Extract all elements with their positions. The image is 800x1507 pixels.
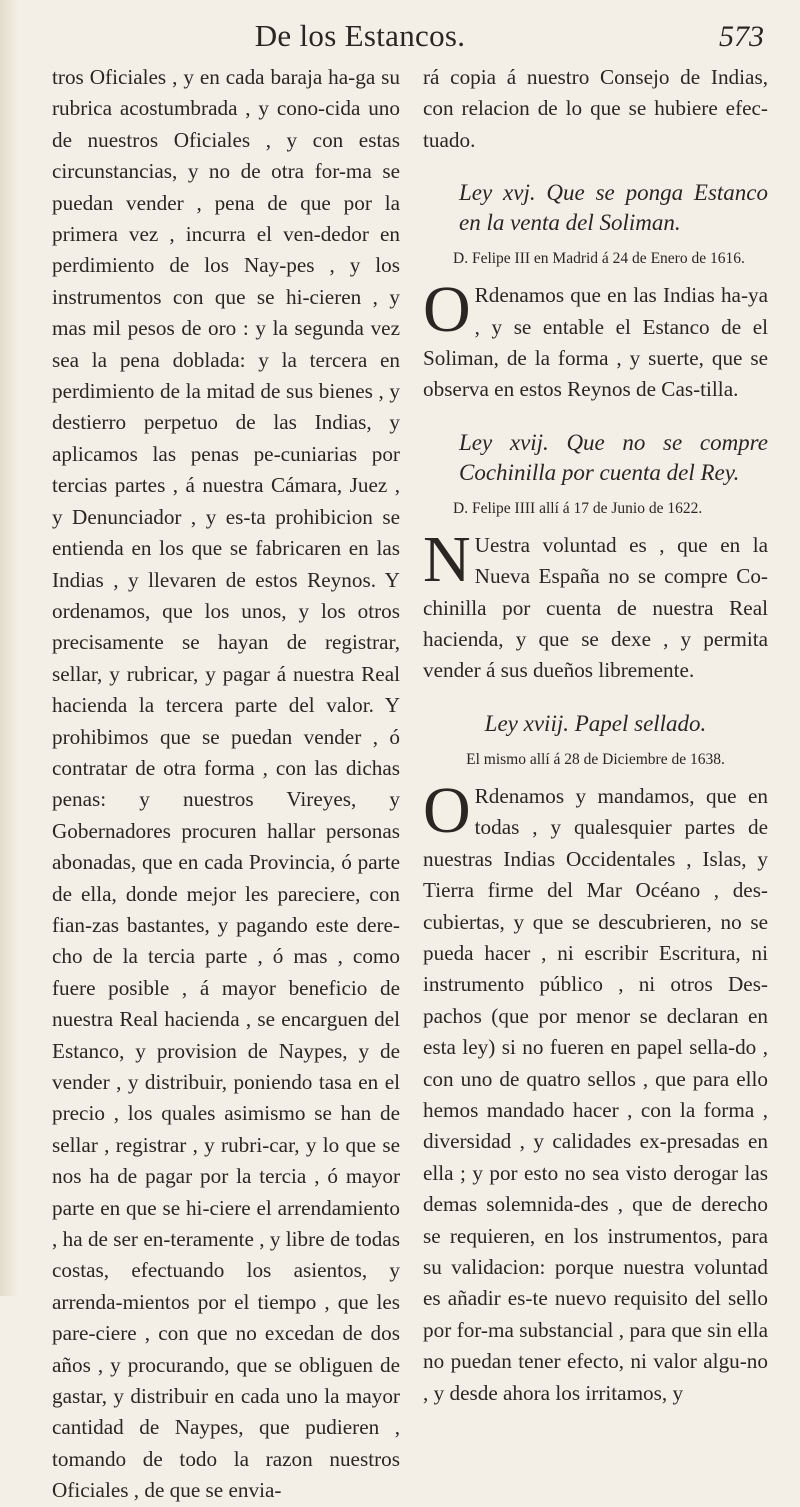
- decree-line-17: D. Felipe IIII allí á 17 de Junio de 1622.: [453, 499, 703, 517]
- law-body-text-18: Rdenamos y mandamos, que en todas , y qualesquier partes de nuestras Indias Occidentales , Islas, y Tierra firme del Mar Océano , des-cubiertas, y que se descubrieren, no se pueda hacer , ni escribir Escritura, ni instrumento público , ni otros Des-pachos (que por menor se declaran en esta ley) si no fueren en papel sella-do , con uno de quatro sellos , que para ello hemos mandado hacer , con la forma , diversidad , y calidades ex-presadas en ella ; y por esto no sea visto derogar las demas solemnida-des , que de derecho se requieren, en los instrumentos, para su validacion: porque nuestra voluntad es añadir es-te nuevo requisito del sello por for-ma substancial , para que sin ella no puedan tener efecto, ni valor algu-no , y desde ahora los irritamos, y: [423, 783, 768, 1405]
- dropcap-17: N: [423, 522, 471, 596]
- page-number: 573: [719, 20, 764, 53]
- law-body-text-16: Rdenamos que en las Indias ha-ya , y se entable el Estanco de el Soliman, de la forma , y suerte, que se observa en estos Reynos de Cas-tilla.: [423, 283, 768, 402]
- law-title-16: Ley xvj. Que se ponga Estanco en la venta del Soliman.: [459, 180, 768, 236]
- right-column: [423, 62, 768, 1409]
- decree-line-16: D. Felipe III en Madrid á 24 de Enero de 1616.: [453, 250, 745, 268]
- law-body-16: [423, 273, 768, 406]
- law-body-17: [423, 522, 768, 687]
- right-column-intro: rá copia á nuestro Consejo de Indias, con relacion de lo que se hubiere efec-tuado.: [423, 65, 768, 152]
- left-column: [52, 62, 400, 1507]
- running-title: De los Estancos.: [254, 18, 466, 53]
- dropcap-16: O: [423, 273, 471, 347]
- page-gutter: [0, 0, 18, 1296]
- law-body-text-17: Uestra voluntad es , que en la Nueva España no se compre Co-chinilla por cuenta de nuestra Real hacienda, y que se dexe , y permita vender á sus dueños libremente.: [423, 532, 768, 683]
- dropcap-18: O: [423, 773, 471, 847]
- running-header: [0, 14, 800, 58]
- law-body-18: [423, 773, 768, 1409]
- law-title-17: Ley xvij. Que no se compre Cochinilla por cuenta del Rey.: [459, 429, 768, 485]
- law-title-18: Ley xviij. Papel sellado.: [484, 710, 707, 736]
- left-column-text: tros Oficiales , y en cada baraja ha-ga su rubrica acostumbrada , y cono-cida uno de nuestros Oficiales , y con estas circunstancias, y no de otra for-ma se puedan vender , pena de que por la primera vez , incurra el ven-dedor en perdimiento de los Nay-pes , y los instrumentos con que se hi-cieren , y mas mil pesos de oro : y la segunda vez sea la pena doblada: y la tercera en perdimiento de la mitad de sus bienes , y destierro perpetuo de las Indias, y aplicamos las penas pe-cuniarias por tercias partes , á nuestra Cámara, Juez , y Denunciador , y es-ta prohibicion se entienda en los que se fabricaren en las Indias , y llevaren de estos Reynos. Y ordenamos, que los unos, y los otros precisamente se hayan de registrar, sellar, y rubricar, y pagar á nuestra Real hacienda la tercera parte del valor. Y prohibimos que se puedan vender , ó contratar de otra forma , con las dichas penas: y nuestros Vireyes, y Gobernadores procuren hallar personas abonadas, que en cada Provincia, ó parte de ella, donde mejor les pareciere, con fian-zas bastantes, y pagando este dere-cho de la tercia parte , ó mas , como fuere posible , á mayor beneficio de nuestra Real hacienda , se encarguen del Estanco, y provision de Naypes, y de vender , y distribuir, poniendo tasa en el precio , los quales asimismo se han de sellar , registrar , y rubri-car, y lo que se nos ha de pagar por la tercia , ó mayor parte en que se hi-ciere el arrendamiento , ha de ser en-teramente , y libre de todas costas, efectuando los asientos, y arrenda-mientos por el tiempo , que les pare-ciere , con que no excedan de dos años , y procurando, que se obliguen de gastar, y distribuir en cada uno la mayor cantidad de Naypes, que pudieren , tomando de todo la razon nuestros Oficiales , de que se envia-: [52, 65, 400, 1503]
- decree-line-18: El mismo allí á 28 de Diciembre de 1638.: [466, 750, 725, 768]
